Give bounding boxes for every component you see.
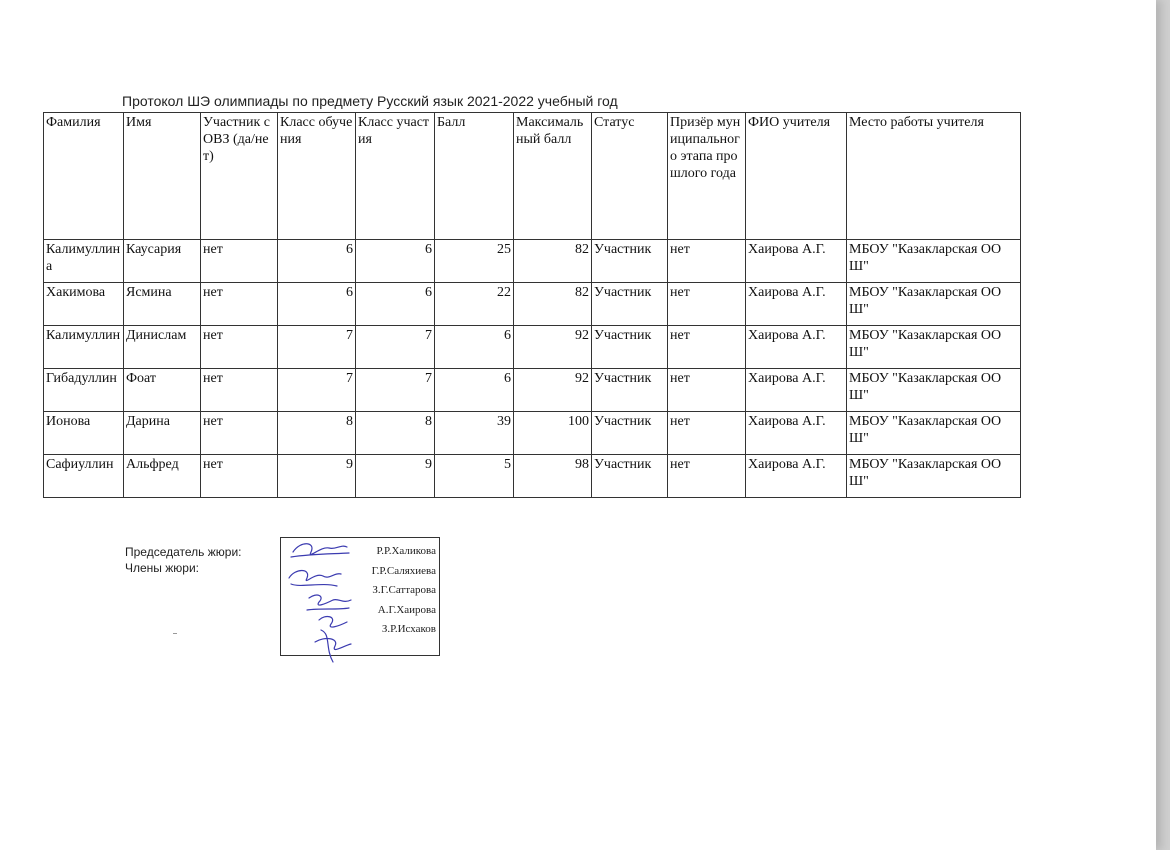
jury-member-name: Г.Р.Саляхиева <box>371 564 436 577</box>
cell-study-class: 7 <box>278 369 356 412</box>
table-header-row <box>44 113 1021 240</box>
protocol-title: Протокол ШЭ олимпиады по предмету Русский язык 2021-2022 учебный год <box>122 93 618 109</box>
cell-max-score: 92 <box>514 326 592 369</box>
cell-status: Участник <box>592 369 668 412</box>
jury-member-name: А.Г.Хаирова <box>377 603 436 616</box>
header-teacher: ФИО учителя <box>746 113 847 240</box>
cell-status: Участник <box>592 326 668 369</box>
cell-teacher-workplace: МБОУ "Казакларская ООШ" <box>847 283 1021 326</box>
cell-surname: Хакимова <box>44 283 124 326</box>
jury-labels <box>125 545 242 577</box>
cell-score: 5 <box>435 455 514 498</box>
cell-score: 22 <box>435 283 514 326</box>
jury-members-list <box>372 545 436 643</box>
cell-prev-winner: нет <box>668 283 746 326</box>
cell-teacher: Хаирова А.Г. <box>746 455 847 498</box>
cell-status: Участник <box>592 455 668 498</box>
cell-teacher-workplace: МБОУ "Казакларская ООШ" <box>847 326 1021 369</box>
cell-teacher-workplace: МБОУ "Казакларская ООШ" <box>847 455 1021 498</box>
signature-scribbles-icon <box>281 538 361 663</box>
header-surname: Фамилия <box>44 113 124 240</box>
cell-participation-class: 7 <box>356 326 435 369</box>
cell-name: Ясмина <box>124 283 201 326</box>
jury-member-name: З.Р.Исхаков <box>381 623 436 635</box>
table-row <box>44 283 1021 326</box>
cell-surname: Калимуллин <box>44 326 124 369</box>
cell-participation-class: 8 <box>356 412 435 455</box>
cell-study-class: 6 <box>278 240 356 283</box>
cell-participation-class: 6 <box>356 240 435 283</box>
cell-teacher-workplace: МБОУ "Казакларская ООШ" <box>847 240 1021 283</box>
cell-max-score: 100 <box>514 412 592 455</box>
cell-max-score: 82 <box>514 240 592 283</box>
cell-ovz: нет <box>201 326 278 369</box>
cell-name: Каусария <box>124 240 201 283</box>
cell-participation-class: 7 <box>356 369 435 412</box>
table-row <box>44 240 1021 283</box>
cell-name: Дарина <box>124 412 201 455</box>
table-row <box>44 326 1021 369</box>
header-status: Статус <box>592 113 668 240</box>
cell-score: 39 <box>435 412 514 455</box>
cell-study-class: 9 <box>278 455 356 498</box>
cell-prev-winner: нет <box>668 240 746 283</box>
jury-member-name: З.Г.Саттарова <box>372 584 436 596</box>
cell-surname: Калимуллина <box>44 240 124 283</box>
header-prev-winner: Призёр муниципального этапа прошлого года <box>668 113 746 240</box>
cell-max-score: 82 <box>514 283 592 326</box>
cell-status: Участник <box>592 240 668 283</box>
cell-study-class: 8 <box>278 412 356 455</box>
cell-name: Альфред <box>124 455 201 498</box>
cell-study-class: 7 <box>278 326 356 369</box>
cell-ovz: нет <box>201 240 278 283</box>
header-participation-class: Класс участия <box>356 113 435 240</box>
cell-prev-winner: нет <box>668 455 746 498</box>
cell-teacher: Хаирова А.Г. <box>746 412 847 455</box>
jury-chair-label: Председатель жюри: <box>125 545 242 559</box>
cell-ovz: нет <box>201 412 278 455</box>
cell-teacher-workplace: МБОУ "Казакларская ООШ" <box>847 369 1021 412</box>
header-teacher-workplace: Место работы учителя <box>847 113 1021 240</box>
cell-prev-winner: нет <box>668 326 746 369</box>
cell-teacher: Хаирова А.Г. <box>746 240 847 283</box>
cell-status: Участник <box>592 412 668 455</box>
table-row <box>44 369 1021 412</box>
cell-score: 25 <box>435 240 514 283</box>
cell-name: Фоат <box>124 369 201 412</box>
cell-max-score: 98 <box>514 455 592 498</box>
cell-name: Динислам <box>124 326 201 369</box>
cell-prev-winner: нет <box>668 369 746 412</box>
cell-participation-class: 6 <box>356 283 435 326</box>
table-row <box>44 412 1021 455</box>
cell-teacher: Хаирова А.Г. <box>746 326 847 369</box>
stray-mark <box>173 633 177 634</box>
cell-ovz: нет <box>201 283 278 326</box>
results-table <box>43 112 1021 498</box>
cell-study-class: 6 <box>278 283 356 326</box>
header-name: Имя <box>124 113 201 240</box>
cell-surname: Гибадуллин <box>44 369 124 412</box>
cell-max-score: 92 <box>514 369 592 412</box>
cell-participation-class: 9 <box>356 455 435 498</box>
cell-ovz: нет <box>201 369 278 412</box>
jury-members-label: Члены жюри: <box>125 561 199 575</box>
cell-surname: Ионова <box>44 412 124 455</box>
cell-prev-winner: нет <box>668 412 746 455</box>
cell-score: 6 <box>435 369 514 412</box>
cell-teacher: Хаирова А.Г. <box>746 283 847 326</box>
jury-member-name: Р.Р.Халикова <box>376 545 436 557</box>
cell-status: Участник <box>592 283 668 326</box>
cell-score: 6 <box>435 326 514 369</box>
header-study-class: Класс обучения <box>278 113 356 240</box>
cell-surname: Сафиуллин <box>44 455 124 498</box>
table-row <box>44 455 1021 498</box>
jury-signature-box <box>280 537 440 656</box>
header-score: Балл <box>435 113 514 240</box>
cell-teacher-workplace: МБОУ "Казакларская ООШ" <box>847 412 1021 455</box>
cell-teacher: Хаирова А.Г. <box>746 369 847 412</box>
header-max-score: Максимальный балл <box>514 113 592 240</box>
header-ovz: Участник с ОВЗ (да/нет) <box>201 113 278 240</box>
cell-ovz: нет <box>201 455 278 498</box>
